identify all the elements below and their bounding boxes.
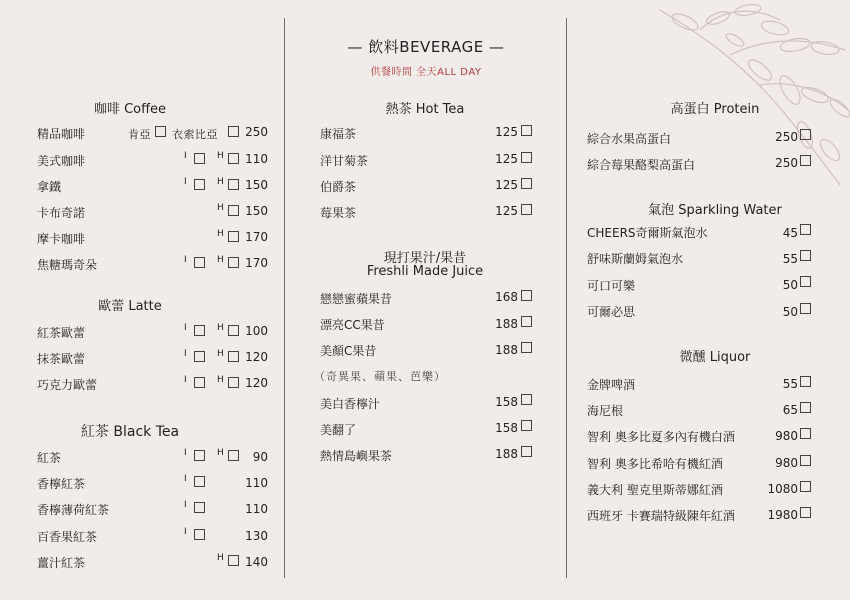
service-time: 供餐時間 全天ALL DAY: [370, 67, 482, 78]
order-checkbox[interactable]: [521, 446, 532, 457]
menu-item: 摩卡咖啡: [37, 232, 86, 246]
price: 55: [782, 377, 798, 391]
menu-item: 美白香檸汁: [320, 397, 381, 411]
iced-checkbox[interactable]: [194, 179, 205, 190]
section-title-protein: 高蛋白 Protein: [670, 102, 760, 117]
price: 140: [245, 555, 268, 569]
price: 90: [252, 450, 268, 464]
menu-item: 美翻了: [320, 423, 357, 437]
order-checkbox[interactable]: [800, 402, 811, 413]
price: 45: [782, 226, 798, 240]
menu-item: 紅茶: [37, 451, 62, 465]
price: 188: [495, 447, 518, 461]
order-checkbox[interactable]: [521, 152, 532, 163]
iced-label: I: [184, 349, 187, 359]
price: 250: [245, 125, 268, 139]
menu-item: 巧克力歐蕾: [37, 378, 98, 392]
section-title-latte: 歐蕾 Latte: [98, 299, 162, 314]
iced-label: I: [184, 255, 187, 265]
section-title-hot-tea: 熱茶 Hot Tea: [385, 102, 465, 117]
price: 168: [495, 290, 518, 304]
iced-checkbox[interactable]: [194, 377, 205, 388]
menu-item: 莓果茶: [320, 206, 357, 220]
hot-label: H: [217, 448, 224, 458]
menu-title: — 飲料BEVERAGE —: [347, 38, 505, 56]
option-label: 衣索比亞: [172, 128, 218, 141]
hot-label: H: [217, 323, 224, 333]
menu-item: 海尼根: [587, 404, 624, 418]
menu-item: 康福茶: [320, 127, 357, 141]
hot-label: H: [217, 177, 224, 187]
order-checkbox[interactable]: [800, 224, 811, 235]
menu-item: 美式咖啡: [37, 154, 86, 168]
hot-label: H: [217, 375, 224, 385]
price: 150: [245, 178, 268, 192]
menu-item: CHEERS奇爾斯氣泡水: [587, 226, 708, 240]
section-title-coffee: 咖啡 Coffee: [93, 102, 167, 117]
menu-item: 焦糖瑪奇朵: [37, 258, 98, 272]
iced-checkbox[interactable]: [194, 502, 205, 513]
order-checkbox[interactable]: [521, 290, 532, 301]
price: 120: [245, 376, 268, 390]
price: 170: [245, 230, 268, 244]
order-checkbox[interactable]: [800, 376, 811, 387]
order-checkbox[interactable]: [521, 125, 532, 136]
menu-item: 香檸紅茶: [37, 477, 86, 491]
section-title-liquor: 微醺 Liquor: [679, 350, 751, 365]
order-checkbox[interactable]: [800, 155, 811, 166]
order-checkbox[interactable]: [521, 178, 532, 189]
section-title-sparkling: 氣泡 Sparkling Water: [648, 203, 782, 218]
column-divider-left: [284, 18, 285, 578]
menu-item: 漂亮CC果昔: [320, 318, 385, 332]
hot-label: H: [217, 229, 224, 239]
price: 250: [775, 130, 798, 144]
price: 50: [782, 305, 798, 319]
price: 65: [782, 403, 798, 417]
price: 250: [775, 156, 798, 170]
section-subtitle-juice: Freshli Made Juice: [366, 264, 484, 279]
menu-item: 義大利 聖克里斯蒂娜紅酒: [587, 483, 723, 497]
order-checkbox[interactable]: [800, 276, 811, 287]
menu-item: 戀戀蜜蘋果昔: [320, 292, 393, 306]
price: 50: [782, 278, 798, 292]
hot-label: H: [217, 553, 224, 563]
price: 150: [245, 204, 268, 218]
menu-item: 卡布奇諾: [37, 206, 86, 220]
menu-item: 智利 奧多比夏多內有機白酒: [587, 430, 735, 444]
iced-label: I: [184, 375, 187, 385]
order-checkbox[interactable]: [521, 342, 532, 353]
menu-item: 薑汁紅茶: [37, 556, 86, 570]
menu-item: 可口可樂: [587, 279, 636, 293]
price: 110: [245, 476, 268, 490]
menu-item: 洋甘菊茶: [320, 154, 369, 168]
order-checkbox[interactable]: [521, 420, 532, 431]
order-checkbox[interactable]: [800, 303, 811, 314]
menu-item: 綜合莓果酪梨高蛋白: [587, 158, 696, 172]
iced-label: I: [184, 177, 187, 187]
price: 100: [245, 324, 268, 338]
iced-checkbox[interactable]: [194, 325, 205, 336]
order-checkbox[interactable]: [800, 507, 811, 518]
price: 110: [245, 502, 268, 516]
order-checkbox[interactable]: [800, 428, 811, 439]
price: 120: [245, 350, 268, 364]
menu-item: 智利 奧多比希哈有機紅酒: [587, 457, 723, 471]
menu-item: 美顏C果昔: [320, 344, 377, 358]
order-checkbox[interactable]: [800, 455, 811, 466]
iced-label: I: [184, 474, 187, 484]
iced-checkbox[interactable]: [194, 450, 205, 461]
iced-label: I: [184, 151, 187, 161]
order-checkbox[interactable]: [521, 316, 532, 327]
menu-item: 綜合水果高蛋白: [587, 132, 672, 146]
section-title-juice: 現打果汁/果昔: [383, 251, 467, 266]
price: 980: [775, 429, 798, 443]
section-title-black-tea: 紅茶 Black Tea: [80, 424, 180, 440]
iced-label: I: [184, 323, 187, 333]
menu-item: 抹茶歐蕾: [37, 352, 86, 366]
order-checkbox[interactable]: [521, 204, 532, 215]
menu-item: 熱情島嶼果茶: [320, 449, 393, 463]
order-checkbox[interactable]: [800, 481, 811, 492]
menu-header: [286, 36, 566, 78]
menu-item: 金牌啤酒: [587, 378, 636, 392]
price: 158: [495, 395, 518, 409]
price: 1080: [767, 482, 798, 496]
price: 1980: [767, 508, 798, 522]
menu-item: 伯爵茶: [320, 180, 357, 194]
hot-label: H: [217, 151, 224, 161]
price: 55: [782, 252, 798, 266]
iced-label: I: [184, 500, 187, 510]
iced-checkbox[interactable]: [194, 476, 205, 487]
order-checkbox[interactable]: [521, 394, 532, 405]
order-checkbox[interactable]: [800, 250, 811, 261]
menu-item: 西班牙 卡賽瑞特級陳年紅酒: [587, 509, 735, 523]
price: 170: [245, 256, 268, 270]
iced-label: I: [184, 527, 187, 537]
option-checkbox[interactable]: [155, 126, 166, 137]
iced-checkbox[interactable]: [194, 351, 205, 362]
menu-item: 香檸薄荷紅茶: [37, 503, 110, 517]
price: 125: [495, 152, 518, 166]
menu-item: 紅茶歐蕾: [37, 326, 86, 340]
menu-item: 百香果紅茶: [37, 530, 98, 544]
price: 130: [245, 529, 268, 543]
iced-checkbox[interactable]: [194, 257, 205, 268]
menu-item: 精品咖啡: [37, 127, 86, 141]
hot-label: H: [217, 203, 224, 213]
hot-label: H: [217, 349, 224, 359]
iced-checkbox[interactable]: [194, 153, 205, 164]
price: 980: [775, 456, 798, 470]
menu-item: 拿鐵: [37, 180, 62, 194]
price: 158: [495, 421, 518, 435]
option-label: 肯亞: [128, 128, 151, 141]
iced-label: I: [184, 448, 187, 458]
iced-checkbox[interactable]: [194, 529, 205, 540]
ingredient-note: （奇異果、蘋果、芭樂）: [314, 370, 446, 383]
hot-label: H: [217, 255, 224, 265]
price: 125: [495, 204, 518, 218]
price: 188: [495, 317, 518, 331]
menu-item: 可爾必思: [587, 305, 636, 319]
order-checkbox[interactable]: [800, 129, 811, 140]
menu-item: 舒味斯蘭姆氣泡水: [587, 252, 684, 266]
price: 125: [495, 125, 518, 139]
price: 125: [495, 178, 518, 192]
column-divider-right: [566, 18, 567, 578]
price: 110: [245, 152, 268, 166]
price: 188: [495, 343, 518, 357]
